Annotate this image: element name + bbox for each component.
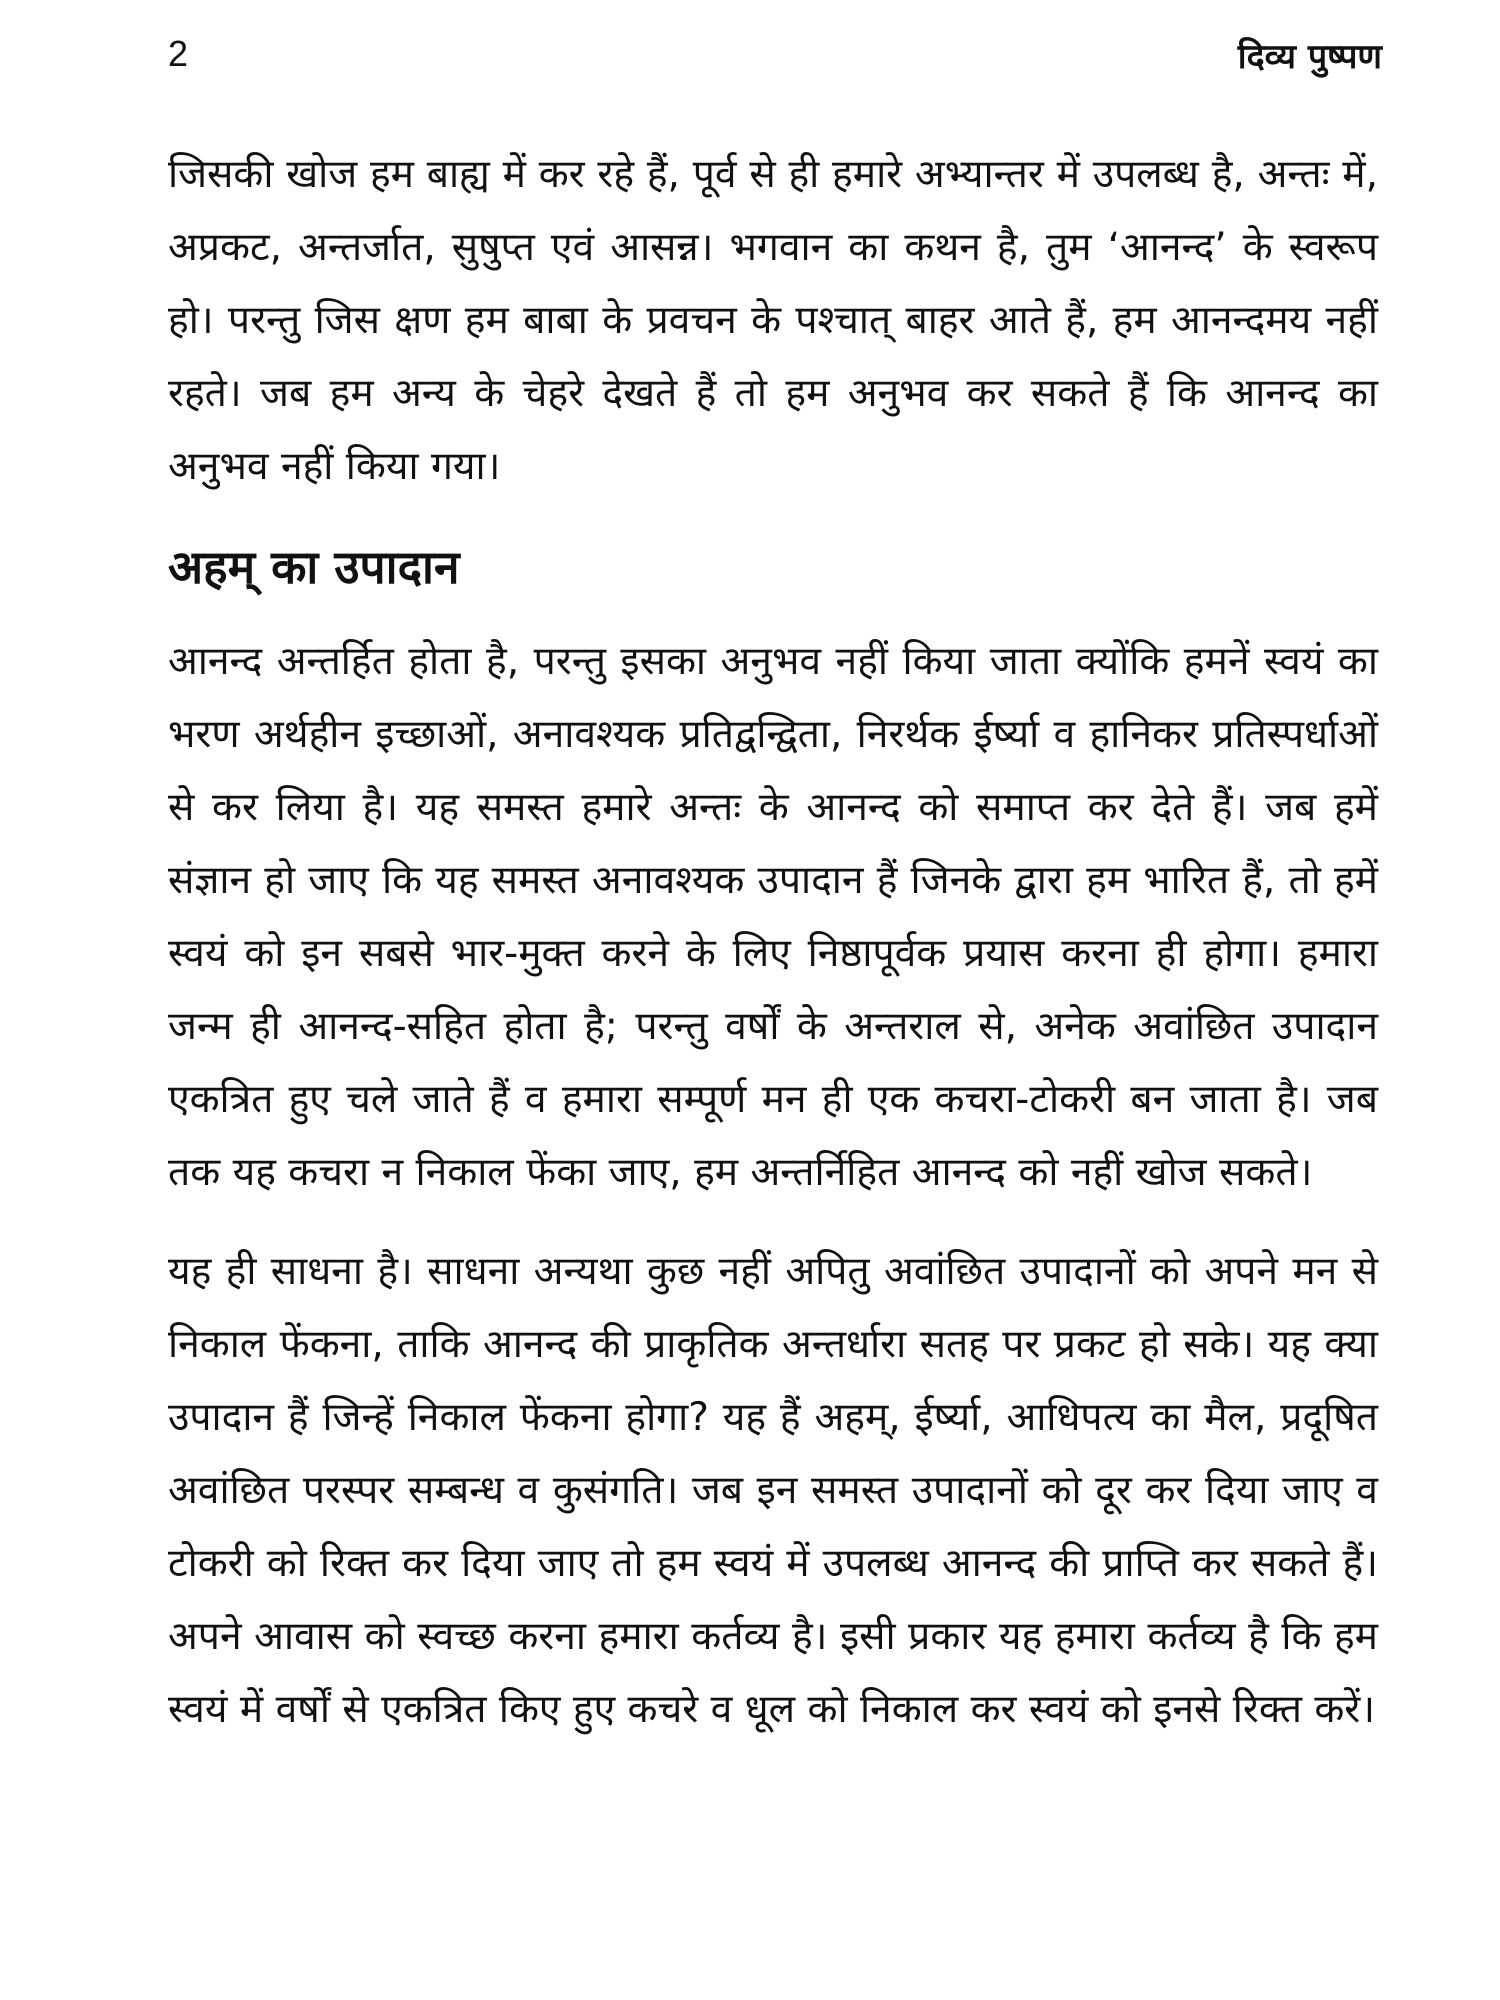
page-number: 2 — [168, 33, 189, 74]
paragraph-sadhana: यह ही साधना है। साधना अन्यथा कुछ नहीं अपितु अवांछित उपादानों को अपने मन से निकाल फेंकना, ताकि आनन्द की प्राकृतिक अन्तर्धारा सतह पर प्रकट हो सके। यह क्या उपादान हैं जिन्हें निकाल फेंकना होगा? यह हैं अहम्, ईर्ष्या, आधिपत्य का मैल, प्रदूषित अवांछित परस्पर सम्बन्ध व कुसंगति। जब इन समस्त उपादानों को दूर कर दिया जाए व टोकरी को रिक्त कर दिया जाए तो हम स्वयं में उपलब्ध आनन्द की प्राप्ति कर सकते हैं। अपने आवास को स्वच्छ करना हमारा कर्तव्य है। इसी प्रकार यह हमारा कर्तव्य है कि हम स्वयं में वर्षों से एकत्रित किए हुए कचरे व धूल को निकाल कर स्वयं को इनसे रिक्त करें। — [168, 1249, 1378, 1732]
paragraph-intro: जिसकी खोज हम बाह्य में कर रहे हैं, पूर्व से ही हमारे अभ्यान्तर में उपलब्ध है, अन्तः में, अप्रकट, अन्तर्जात, सुषुप्त एवं आसन्न। भगवान का कथन है, तुम ‘आनन्द’ के स्वरूप हो। परन्तु जिस क्षण हम बाबा के प्रवचन के पश्चात् बाहर आते हैं, हम आनन्दमय नहीं रहते। जब हम अन्य के चेहरे देखते हैं तो हम अनुभव कर सकते हैं कि आनन्द का अनुभव नहीं किया गया। — [168, 152, 1378, 489]
paragraph-ego-material: आनन्द अन्तर्हित होता है, परन्तु इसका अनुभव नहीं किया जाता क्योंकि हमनें स्वयं का भरण अर्थहीन इच्छाओं, अनावश्यक प्रतिद्वन्द्विता, निरर्थक ईर्ष्या व हानिकर प्रतिस्पर्धाओं से कर लिया है। यह समस्त हमारे अन्तः के आनन्द को समाप्त कर देते हैं। जब हमें संज्ञान हो जाए कि यह समस्त अनावश्यक उपादान हैं जिनके द्वारा हम भारित हैं, तो हमें स्वयं को इन सबसे भार-मुक्त करने के लिए निष्ठापूर्वक प्रयास करना ही होगा। हमारा जन्म ही आनन्द-सहित होता है; परन्तु वर्षों के अन्तराल से, अनेक अवांछित उपादान एकत्रित हुए चले जाते हैं व हमारा सम्पूर्ण मन ही एक कचरा-टोकरी बन जाता है। जब तक यह कचरा न निकाल फेंका जाए, हम अन्तर्निहित आनन्द को नहीं खोज सकते। — [168, 639, 1378, 1195]
section-heading: अहम् का उपादान — [168, 540, 460, 594]
running-header-title: दिव्य पुष्पण — [1237, 37, 1382, 77]
page-body — [168, 138, 1378, 1746]
